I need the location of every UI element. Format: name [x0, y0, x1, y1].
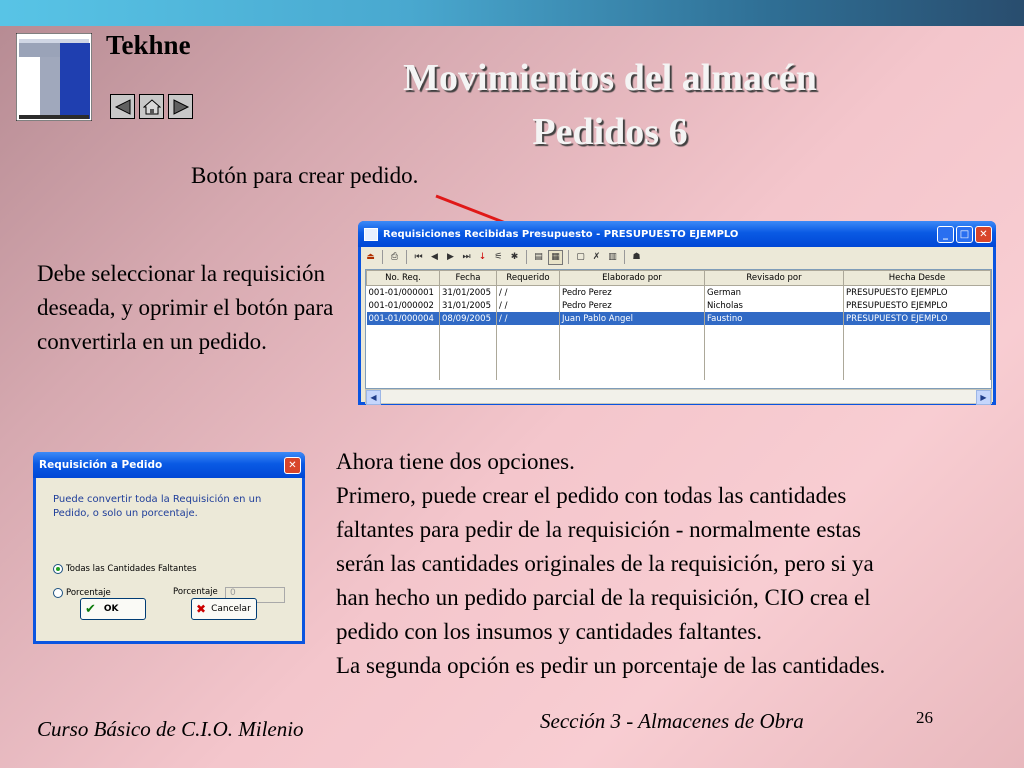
table-cell: 001-01/000001 — [367, 286, 440, 300]
tools-icon[interactable]: ✗ — [592, 252, 601, 262]
table-cell: 001-01/000002 — [367, 299, 440, 312]
clear-filter-icon[interactable]: ✱ — [510, 252, 519, 262]
previous-record-icon[interactable]: ◀ — [431, 252, 438, 262]
window-title: Requisiciones Recibidas Presupuesto - PRESUPUESTO EJEMPLO — [383, 228, 739, 240]
table-row[interactable] — [367, 312, 991, 325]
home-button[interactable] — [139, 94, 164, 119]
dialog-title: Requisición a Pedido — [39, 459, 163, 471]
cancel-button[interactable] — [191, 598, 257, 620]
table-cell: 31/01/2005 — [440, 299, 497, 312]
option-percent-label: Porcentaje — [66, 588, 111, 598]
dialog-titlebar — [33, 452, 305, 478]
instruction-text: Debe seleccionar la requisición deseada, y oprimir el botón para convertirla en un pedido. — [37, 261, 334, 354]
option-all-label: Todas las Cantidades Faltantes — [66, 564, 197, 574]
ok-label: OK — [103, 604, 119, 614]
section-footer: Sección 3 - Almacenes de Obra — [540, 709, 804, 733]
help-icon[interactable]: ☗ — [632, 252, 641, 262]
column-header[interactable]: Fecha — [440, 271, 497, 286]
table-cell: Pedro Perez — [560, 299, 705, 312]
table-cell: Pedro Perez — [560, 286, 705, 300]
table-cell: / / — [497, 299, 560, 312]
percent-input[interactable]: 0 — [225, 587, 285, 603]
course-footer: Curso Básico de C.I.O. Milenio — [37, 717, 304, 741]
column-header[interactable]: Elaborado por — [560, 271, 705, 286]
table-cell: / / — [497, 286, 560, 300]
next-record-icon[interactable]: ▶ — [447, 252, 454, 262]
window-titlebar — [358, 221, 996, 247]
table-cell: PRESUPUESTO EJEMPLO — [844, 312, 991, 325]
dialog-message: Puede convertir toda la Requisición en un Pedido, o solo un porcentaje. — [53, 494, 262, 519]
paragraph-line: Ahora tiene dos opciones. — [336, 449, 575, 474]
table-cell: / / — [497, 312, 560, 325]
radio-checked-icon — [53, 564, 63, 574]
table-cell: PRESUPUESTO EJEMPLO — [844, 286, 991, 300]
option-all-radio[interactable] — [53, 564, 197, 574]
paragraph-line: faltantes para pedir de la requisición - normalmente estas — [336, 517, 861, 542]
paragraph-line: serán las cantidades originales de la requisición, pero si ya — [336, 551, 874, 576]
check-icon: ✔ — [85, 601, 96, 617]
requisitions-window — [358, 221, 996, 405]
slide-nav — [110, 94, 193, 119]
toolbar — [361, 247, 993, 267]
percent-field-label: Porcentaje — [173, 587, 218, 597]
column-header[interactable]: Revisado por — [705, 271, 844, 286]
empty-table-area — [367, 325, 991, 380]
create-order-icon[interactable]: ▦ — [548, 250, 563, 265]
column-header[interactable]: Requerido — [497, 271, 560, 286]
radio-unchecked-icon — [53, 588, 63, 598]
paragraph-line: La segunda opción es pedir un porcentaje de las cantidades. — [336, 653, 886, 678]
option-percent-radio[interactable] — [53, 588, 111, 598]
close-button[interactable]: ✕ — [975, 226, 992, 243]
column-header[interactable]: No. Req. — [367, 271, 440, 286]
table-row[interactable] — [367, 299, 991, 312]
sort-icon[interactable]: ↓ — [478, 252, 487, 262]
table-cell: Juan Pablo Angel — [560, 312, 705, 325]
table-cell: Faustino — [705, 312, 844, 325]
top-banner — [0, 0, 1024, 26]
table-cell: 001-01/000004 — [367, 312, 440, 325]
window-app-icon — [364, 228, 378, 241]
brand-name: Tekhne — [106, 30, 191, 60]
table-cell: 31/01/2005 — [440, 286, 497, 300]
button-caption: Botón para crear pedido. — [191, 163, 419, 188]
tekhne-logo — [16, 33, 92, 121]
options-explanation — [336, 445, 1024, 683]
requisition-to-order-dialog — [33, 452, 305, 644]
scroll-left-icon[interactable]: ◀ — [366, 390, 381, 405]
cancel-label: Cancelar — [211, 604, 251, 614]
horizontal-scrollbar[interactable] — [365, 389, 992, 404]
table-cell: PRESUPUESTO EJEMPLO — [844, 299, 991, 312]
table-row[interactable] — [367, 286, 991, 300]
previous-slide-button[interactable] — [110, 94, 135, 119]
delete-icon[interactable]: ▥ — [608, 252, 617, 262]
home-icon — [143, 99, 161, 115]
column-header[interactable]: Hecha Desde — [844, 271, 991, 286]
filter-icon[interactable]: ⚟ — [494, 252, 503, 262]
table-cell: German — [705, 286, 844, 300]
document-icon[interactable]: ▤ — [534, 252, 543, 262]
maximize-button[interactable]: □ — [956, 226, 973, 243]
slide-subtitle: Pedidos 6 — [532, 111, 688, 153]
requisitions-table — [365, 269, 992, 389]
paragraph-line: Primero, puede crear el pedido con todas las cantidades — [336, 483, 847, 508]
minimize-button[interactable]: _ — [937, 226, 954, 243]
first-record-icon[interactable]: ⏮ — [414, 252, 423, 262]
table-cell: Nicholas — [705, 299, 844, 312]
print-icon[interactable]: ⎙ — [390, 252, 399, 262]
ok-button[interactable] — [80, 598, 146, 620]
page-number: 26 — [916, 708, 933, 727]
dialog-close-button[interactable]: ✕ — [284, 457, 301, 474]
triangle-right-icon — [172, 99, 190, 115]
table-header — [367, 271, 991, 286]
paragraph-line: han hecho un pedido parcial de la requisición, CIO crea el — [336, 585, 871, 610]
table-cell: 08/09/2005 — [440, 312, 497, 325]
last-record-icon[interactable]: ⏭ — [462, 252, 471, 262]
exit-icon[interactable]: ⏏ — [366, 252, 375, 262]
triangle-left-icon — [114, 99, 132, 115]
slide-title: Movimientos del almacén — [403, 57, 817, 99]
next-slide-button[interactable] — [168, 94, 193, 119]
scroll-right-icon[interactable]: ▶ — [976, 390, 991, 405]
new-icon[interactable]: ▢ — [576, 252, 585, 262]
cancel-x-icon: ✖ — [196, 602, 207, 616]
paragraph-line: pedido con los insumos y cantidades faltantes. — [336, 619, 763, 644]
